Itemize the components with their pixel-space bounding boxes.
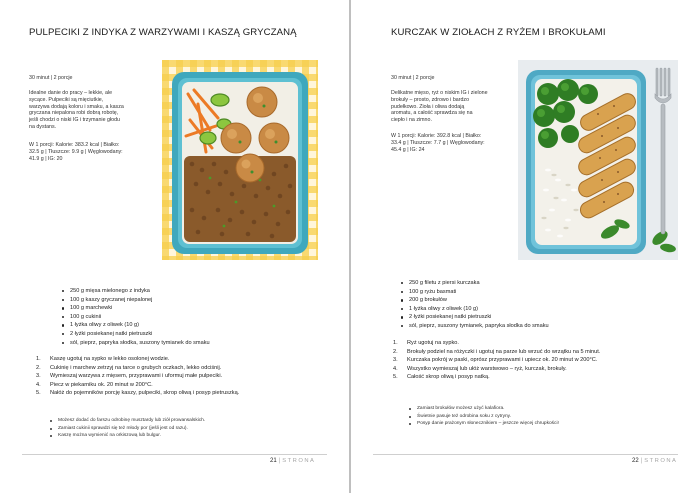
description-line: brokuły – prosto, zdrowo i bardzo bbox=[391, 96, 470, 103]
left-page bbox=[0, 0, 349, 493]
description-line: Idealne danie do pracy – lekkie, ale bbox=[29, 90, 113, 96]
step-item: 2. Cukinię i marchew zetrzyj na tarce o grubych oczkach, lekko odciśnij. bbox=[36, 364, 222, 371]
tip-item: Kaszę można wymienić na orkiszową lub bulgur. bbox=[50, 432, 330, 440]
preparation-steps bbox=[393, 339, 693, 382]
description-line: pudełkowo. Zioła i oliwa dodają bbox=[391, 103, 465, 110]
ingredients-list bbox=[401, 279, 666, 331]
step-item: 2. Brokuły podziel na różyczki i ugotuj na parze lub wrzuć do wrzątku na 5 minut. bbox=[393, 348, 601, 355]
ingredients-list bbox=[62, 287, 312, 347]
meatballs-illustration bbox=[162, 60, 318, 260]
description-line: warzywa dodają koloru i smaku, a kasza bbox=[29, 103, 124, 110]
description-line: ciepło i na zimno. bbox=[391, 117, 432, 124]
description-line: sycące. Pulpeciki są mięciutkie, bbox=[29, 96, 104, 103]
step-item: 4. Piecz w piekarniku ok. 20 minut w 200°C. bbox=[36, 381, 153, 388]
tip-item: Zamiast brokułów możesz użyć kalafiora. bbox=[409, 405, 689, 413]
food-photo-meatballs bbox=[162, 60, 318, 260]
nutrition-line: W 1 porcji: Kalorie: 383.2 kcal | Białko: bbox=[29, 142, 120, 148]
footer-label: STRONA bbox=[282, 458, 316, 464]
ingredient-item: sól, pieprz, suszony tymianek, papryka słodka do smaku bbox=[401, 322, 666, 331]
step-item: 3. Wymieszaj warzywa z mięsem, przyprawami i uformuj małe pulpeciki. bbox=[36, 373, 223, 380]
right-page bbox=[351, 0, 700, 493]
ingredient-item: 100 g kaszy gryczanej niepalonej bbox=[62, 296, 312, 305]
page-number: 21 bbox=[270, 458, 277, 464]
step-item: 3. Kurczaka pokrój w paski, oprósz przyprawami i upiecz ok. 20 minut w 200°C. bbox=[393, 357, 598, 364]
tips-list bbox=[409, 405, 689, 428]
ingredient-item: 2 łyżki posiekanej natki pietruszki bbox=[401, 313, 666, 322]
step-item: 4. Wszystko wymieszaj lub ułóż warstwowo – ryż, kurczak, brokuły. bbox=[393, 365, 567, 372]
nutrition-line: 41.9 g | IG: 20 bbox=[29, 155, 63, 162]
chicken-illustration bbox=[518, 60, 678, 260]
description-line: jeśli chodzi o niski IG i trzymanie głodu bbox=[29, 117, 120, 124]
footer-label: STRONA bbox=[644, 458, 678, 464]
ingredient-item: 2 łyżki posiekanej natki pietruszki bbox=[62, 330, 312, 339]
ingredient-item: 200 g brokułów bbox=[401, 296, 666, 305]
ingredient-item: 100 g cukinii bbox=[62, 313, 312, 322]
nutrition-line: 33.4 g | Tłuszcze: 7.7 g | Węglowodany: bbox=[391, 139, 485, 146]
ingredient-item: 250 g filetu z piersi kurczaka bbox=[401, 279, 666, 288]
food-photo-chicken bbox=[518, 60, 678, 260]
description-line: aromatu, a całość sprawdza się na bbox=[391, 110, 473, 117]
tip-item: Zamiast cukinii sprawdzi się też młody por (jeśli jest od razu). bbox=[50, 425, 330, 433]
page-number: 22 bbox=[632, 458, 639, 464]
page-title: PULPECIKI Z INDYKA Z WARZYWAMI I KASZĄ GRYCZANĄ bbox=[29, 27, 297, 38]
tip-item: Posyp danie prażonym słonecznikiem – jeszcze więcej chrupkości! bbox=[409, 420, 689, 428]
recipe-description bbox=[29, 90, 154, 131]
ingredient-item: 100 g marchewki bbox=[62, 304, 312, 313]
step-item: 1. Kaszę ugotuj na sypko w lekko osolonej wodzie. bbox=[36, 356, 170, 362]
step-item: 1. Ryż ugotuj na sypko. bbox=[393, 340, 459, 346]
ingredient-item: 250 g mięsa mielonego z indyka bbox=[62, 287, 312, 296]
preparation-steps bbox=[36, 355, 341, 398]
page-footer: 21 | STRONA bbox=[270, 458, 316, 464]
tip-item: Świetnie pasuje też odrobina soku z cytryny. bbox=[409, 413, 689, 421]
ingredient-item: 100 g ryżu basmati bbox=[401, 288, 666, 297]
ingredient-item: 1 łyżka oliwy z oliwek (10 g) bbox=[62, 321, 312, 330]
nutrition-line: W 1 porcji: Kalorie: 392.8 kcal | Białko: bbox=[391, 133, 482, 139]
description-line: na dystans. bbox=[29, 123, 57, 130]
recipe-description bbox=[391, 90, 519, 124]
page-title: KURCZAK W ZIOŁACH Z RYŻEM I BROKUŁAMI bbox=[391, 27, 606, 38]
step-item: 5. Całość skrop oliwą i posyp natką. bbox=[393, 374, 490, 381]
nutrition-info bbox=[29, 142, 159, 162]
description-line: gryczana niepalona robi dobrą robotę, bbox=[29, 110, 119, 117]
ingredient-item: 1 łyżka oliwy z oliwek (10 g) bbox=[401, 305, 666, 314]
recipe-meta: 30 minut | 2 porcje bbox=[391, 75, 435, 81]
tip-item: Możesz dodać do farszu odrobinę musztardy lub ziół prowansalskich. bbox=[50, 417, 330, 425]
page-footer: 22 | STRONA bbox=[632, 458, 678, 464]
footer-divider bbox=[22, 454, 327, 455]
nutrition-line: 32.5 g | Tłuszcze: 9.9 g | Węglowodany: bbox=[29, 148, 123, 155]
footer-divider bbox=[373, 454, 678, 455]
nutrition-line: 45.4 g | IG: 24 bbox=[391, 146, 425, 153]
step-item: 5. Nałóż do pojemników porcję kaszy, pulpeciki, skrop oliwą i posyp pietruszką. bbox=[36, 390, 240, 397]
nutrition-info bbox=[391, 133, 523, 153]
description-line: Delikatne mięso, ryż o niskim IG i zielone bbox=[391, 90, 488, 96]
ingredient-item: sól, pieprz, papryka słodka, suszony tymianek do smaku bbox=[62, 339, 312, 348]
recipe-meta: 30 minut | 2 porcje bbox=[29, 75, 73, 81]
tips-list bbox=[50, 417, 330, 440]
